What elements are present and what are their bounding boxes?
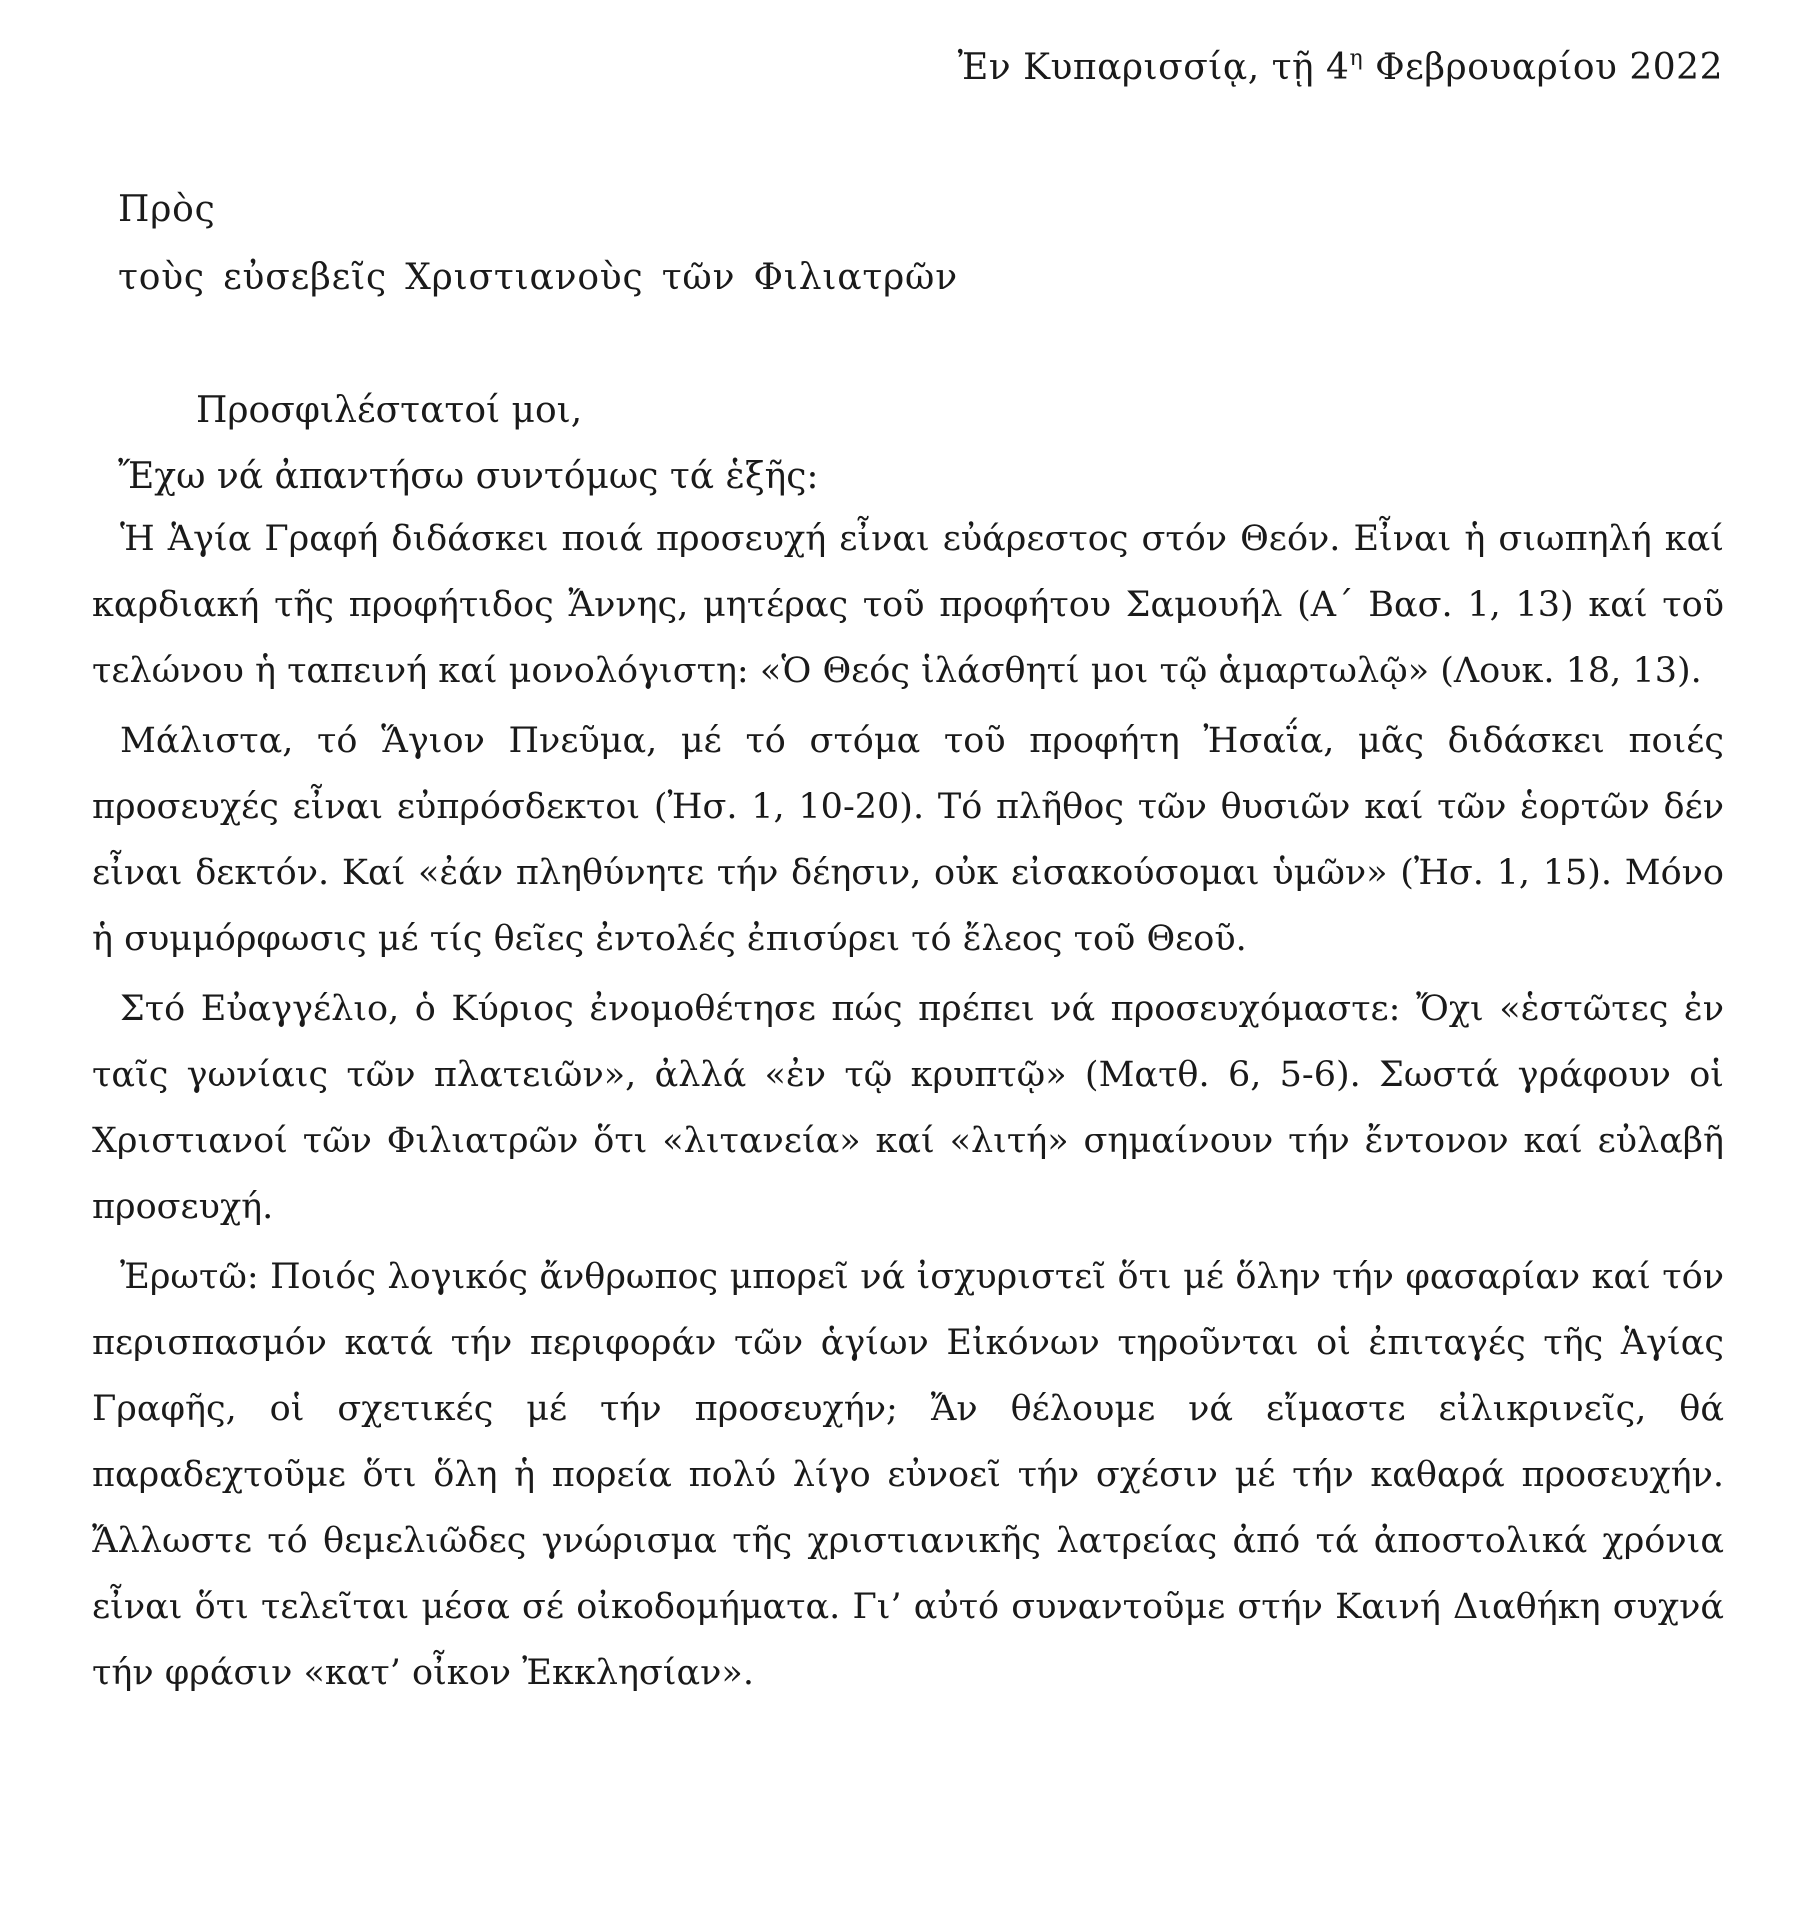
paragraph-4: Ἐρωτῶ: Ποιός λογικός ἄνθρωπος μπορεῖ νά ἰσχυριστεῖ ὅτι μέ ὅλην τήν φασαρίαν καί τόν περισπασμόν κατά τήν περιφοράν τῶν ἁγίων Εἰκόνων τηροῦνται οἱ ἐπιταγές τῆς Ἁγίας Γραφῆς, οἱ σχετικές μέ τήν προσευχήν; Ἄν θέλουμε νά εἴμαστε εἰλικρινεῖς, θά παραδεχτοῦμε ὅτι ὅλη ἡ πορεία πολύ λίγο εὐνοεῖ τήν σχέσιν μέ τήν καθαρά προσευχήν. Ἄλλωστε τό θεμελιῶδες γνώρισμα τῆς χριστιανικῆς λατρείας ἀπό τά ἀποστολικά χρόνια εἶναι ὅτι τελεῖται μέσα σέ οἰκοδομήματα. Γι’ αὐτό συναντοῦμε στήν Καινή Διαθήκη συχνά τήν φράσιν «κατ’ οἶκον Ἐκκλησίαν». (92, 1257, 1724, 1693)
paragraph-3: Στό Εὐαγγέλιο, ὁ Κύριος ἐνομοθέτησε πώς πρέπει νά προσευχόμαστε: Ὄχι «ἑστῶτες ἐν ταῖς γωνίαις τῶν πλατειῶν», ἀλλά «ἐν τῷ κρυπτῷ» (Ματθ. 6, 5-6). Σωστά γράφουν οἱ Χριστιανοί τῶν Φιλιατρῶν ὅτι «λιτανεία» καί «λιτή» σημαίνουν τήν ἔντονον καί εὐλαβῆ προσευχή. (92, 989, 1724, 1227)
addressee-block (118, 176, 958, 312)
date-line (958, 40, 1723, 96)
salutation: Προσφιλέστατοί μοι, (196, 390, 583, 431)
intro-line: Ἔχω νά ἀπαντήσω συντόμως τά ἑξῆς: (118, 456, 819, 497)
addressee-line-2: τοὺς εὐσεβεῖς Χριστιανοὺς τῶν Φιλιατρῶν (118, 257, 958, 298)
date-line-superscript: η (1349, 46, 1364, 71)
letter-body (92, 506, 1724, 1710)
addressee-line-1: Πρὸς (118, 189, 216, 230)
paragraph-2: Μάλιστα, τό Ἅγιον Πνεῦμα, μέ τό στόμα τοῦ προφήτη Ἠσαΐα, μᾶς διδάσκει ποιές προσευχές εἶναι εὐπρόσδεκτοι (Ἠσ. 1, 10-20). Τό πλῆθος τῶν θυσιῶν καί τῶν ἑορτῶν δέν εἶναι δεκτόν. Καί «ἐάν πληθύνητε τήν δέησιν, οὐκ εἰσακούσομαι ὑμῶν» (Ἠσ. 1, 15). Μόνο ἡ συμμόρφωσις μέ τίς θεῖες ἐντολές ἐπισύρει τό ἔλεος τοῦ Θεοῦ. (92, 721, 1724, 959)
date-line-suffix: Φεβρουαρίου 2022 (1363, 47, 1723, 88)
date-line-prefix: Ἐν Κυπαρισσίᾳ, τῇ 4 (957, 47, 1350, 88)
paragraph-1: Ἡ Ἁγία Γραφή διδάσκει ποιά προσευχή εἶναι εὐάρεστος στόν Θεόν. Εἶναι ἡ σιωπηλή καί καρδιακή τῆς προφήτιδος Ἄννης, μητέρας τοῦ προφήτου Σαμουήλ (Α΄ Βασ. 1, 13) καί τοῦ τελώνου ἡ ταπεινή καί μονολόγιστη: «Ὁ Θεός ἱλάσθητί μοι τῷ ἁμαρτωλῷ» (Λουκ. 18, 13). (92, 519, 1724, 691)
